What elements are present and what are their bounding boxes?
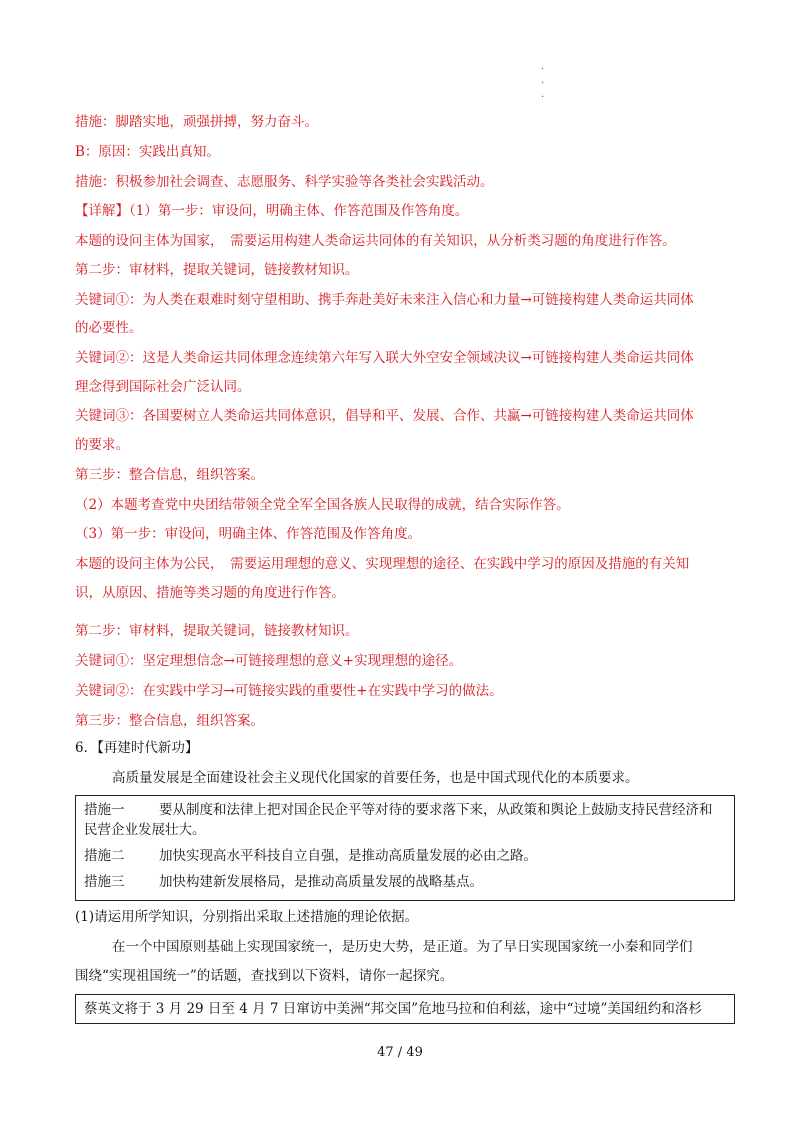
question-6-sub-1: (1)请运用所学知识，分别指出采取上述措施的理论依据。 — [75, 909, 419, 925]
explanation-line: 第二步：审材料，提取关键词，链接教材知识。 — [75, 262, 359, 278]
measure-2-label: 措施二 — [84, 848, 125, 864]
page-number: 47 / 49 — [377, 1045, 423, 1060]
explanation-line: 第二步：审材料，提取关键词，链接教材知识。 — [75, 623, 359, 639]
explanation-line: 措施：脚踏实地，顽强拼搏，努力奋斗。 — [75, 114, 318, 130]
explanation-line: 关键词③：各国要树立人类命运共同体意识，倡导和平、发展、合作、共赢→可链接构建人类命运共同体 — [75, 408, 694, 424]
explanation-line: （3）第一步：审设问，明确主体、作答范围及作答角度。 — [75, 526, 422, 542]
explanation-line: 关键词①：为人类在艰难时刻守望相助、携手奔赴美好未来注入信心和力量→可链接构建人类命运共同体 — [75, 292, 694, 308]
question-6-intro: 高质量发展是全面建设社会主义现代化国家的首要任务，也是中国式现代化的本质要求。 — [112, 770, 639, 786]
explanation-line: 关键词②：这是人类命运共同体理念连续第六年写入联大外空安全领域决议→可链接构建人类命运共同体 — [75, 350, 694, 366]
measure-1-text: 要从制度和法律上把对国企民企平等对待的要求落下来，从政策和舆论上鼓励支持民营经济和 — [159, 802, 713, 818]
explanation-line: 理念得到国际社会广泛认同。 — [75, 379, 251, 395]
explanation-line: 第三步：整合信息，组织答案。 — [75, 713, 264, 729]
explanation-line: （2）本题考查党中央团结带领全党全军全国各族人民取得的成就，结合实际作答。 — [75, 497, 570, 513]
measure-3-text: 加快构建新发展格局，是推动高质量发展的战略基点。 — [159, 874, 483, 890]
measure-1 — [84, 800, 713, 820]
measure-1-continued: 民营企业发展壮大。 — [84, 822, 206, 838]
measure-1-label: 措施一 — [84, 802, 125, 818]
explanation-line: B：原因：实践出真知。 — [75, 144, 220, 160]
material-box-text: 蔡英文将于 3 月 29 日至 4 月 7 日窜访中美洲“邦交国”危地马拉和伯利兹，途中“过境”美国纽约和洛杉 — [84, 1001, 702, 1017]
material-paragraph-line-1: 在一个中国原则基础上实现国家统一，是历史大势，是正道。为了早日实现国家统一小秦和同学们 — [112, 939, 693, 955]
measure-3 — [84, 872, 483, 892]
explanation-line: 第三步：整合信息，组织答案。 — [75, 467, 264, 483]
explanation-line: 本题的设问主体为国家， 需要运用构建人类命运共同体的有关知识，从分析类习题的角度进行作答。 — [75, 233, 676, 249]
measures-table — [75, 795, 735, 901]
explanation-line: 关键词①：坚定理想信念→可链接理想的意义+实现理想的途径。 — [75, 653, 463, 669]
explanation-line: 本题的设问主体为公民， 需要运用理想的意义、实现理想的途径、在实践中学习的原因及措施的有关知 — [75, 556, 690, 572]
measure-2-text: 加快实现高水平科技自立自强，是推动高质量发展的必由之路。 — [159, 848, 537, 864]
explanation-line: 识，从原因、措施等类习题的角度进行作答。 — [75, 585, 345, 601]
material-box — [75, 994, 735, 1024]
explanation-line: 的要求。 — [75, 437, 129, 453]
explanation-line: 【详解】（1）第一步：审设问，明确主体、作答范围及作答角度。 — [75, 203, 469, 219]
explanation-line: 措施：积极参加社会调查、志愿服务、科学实验等各类社会实践活动。 — [75, 174, 494, 190]
explanation-line: 关键词②：在实践中学习→可链接实践的重要性+在实践中学习的做法。 — [75, 683, 503, 699]
explanation-line: 的必要性。 — [75, 320, 143, 336]
material-paragraph-line-2: 围绕“实现祖国统一”的话题，查找到以下资料，请你一起探究。 — [75, 968, 454, 984]
question-6-title: 6．【再建时代新功】 — [75, 740, 199, 756]
page-marks: . . . — [541, 61, 545, 100]
measure-3-label: 措施三 — [84, 874, 125, 890]
measure-2 — [84, 846, 537, 866]
